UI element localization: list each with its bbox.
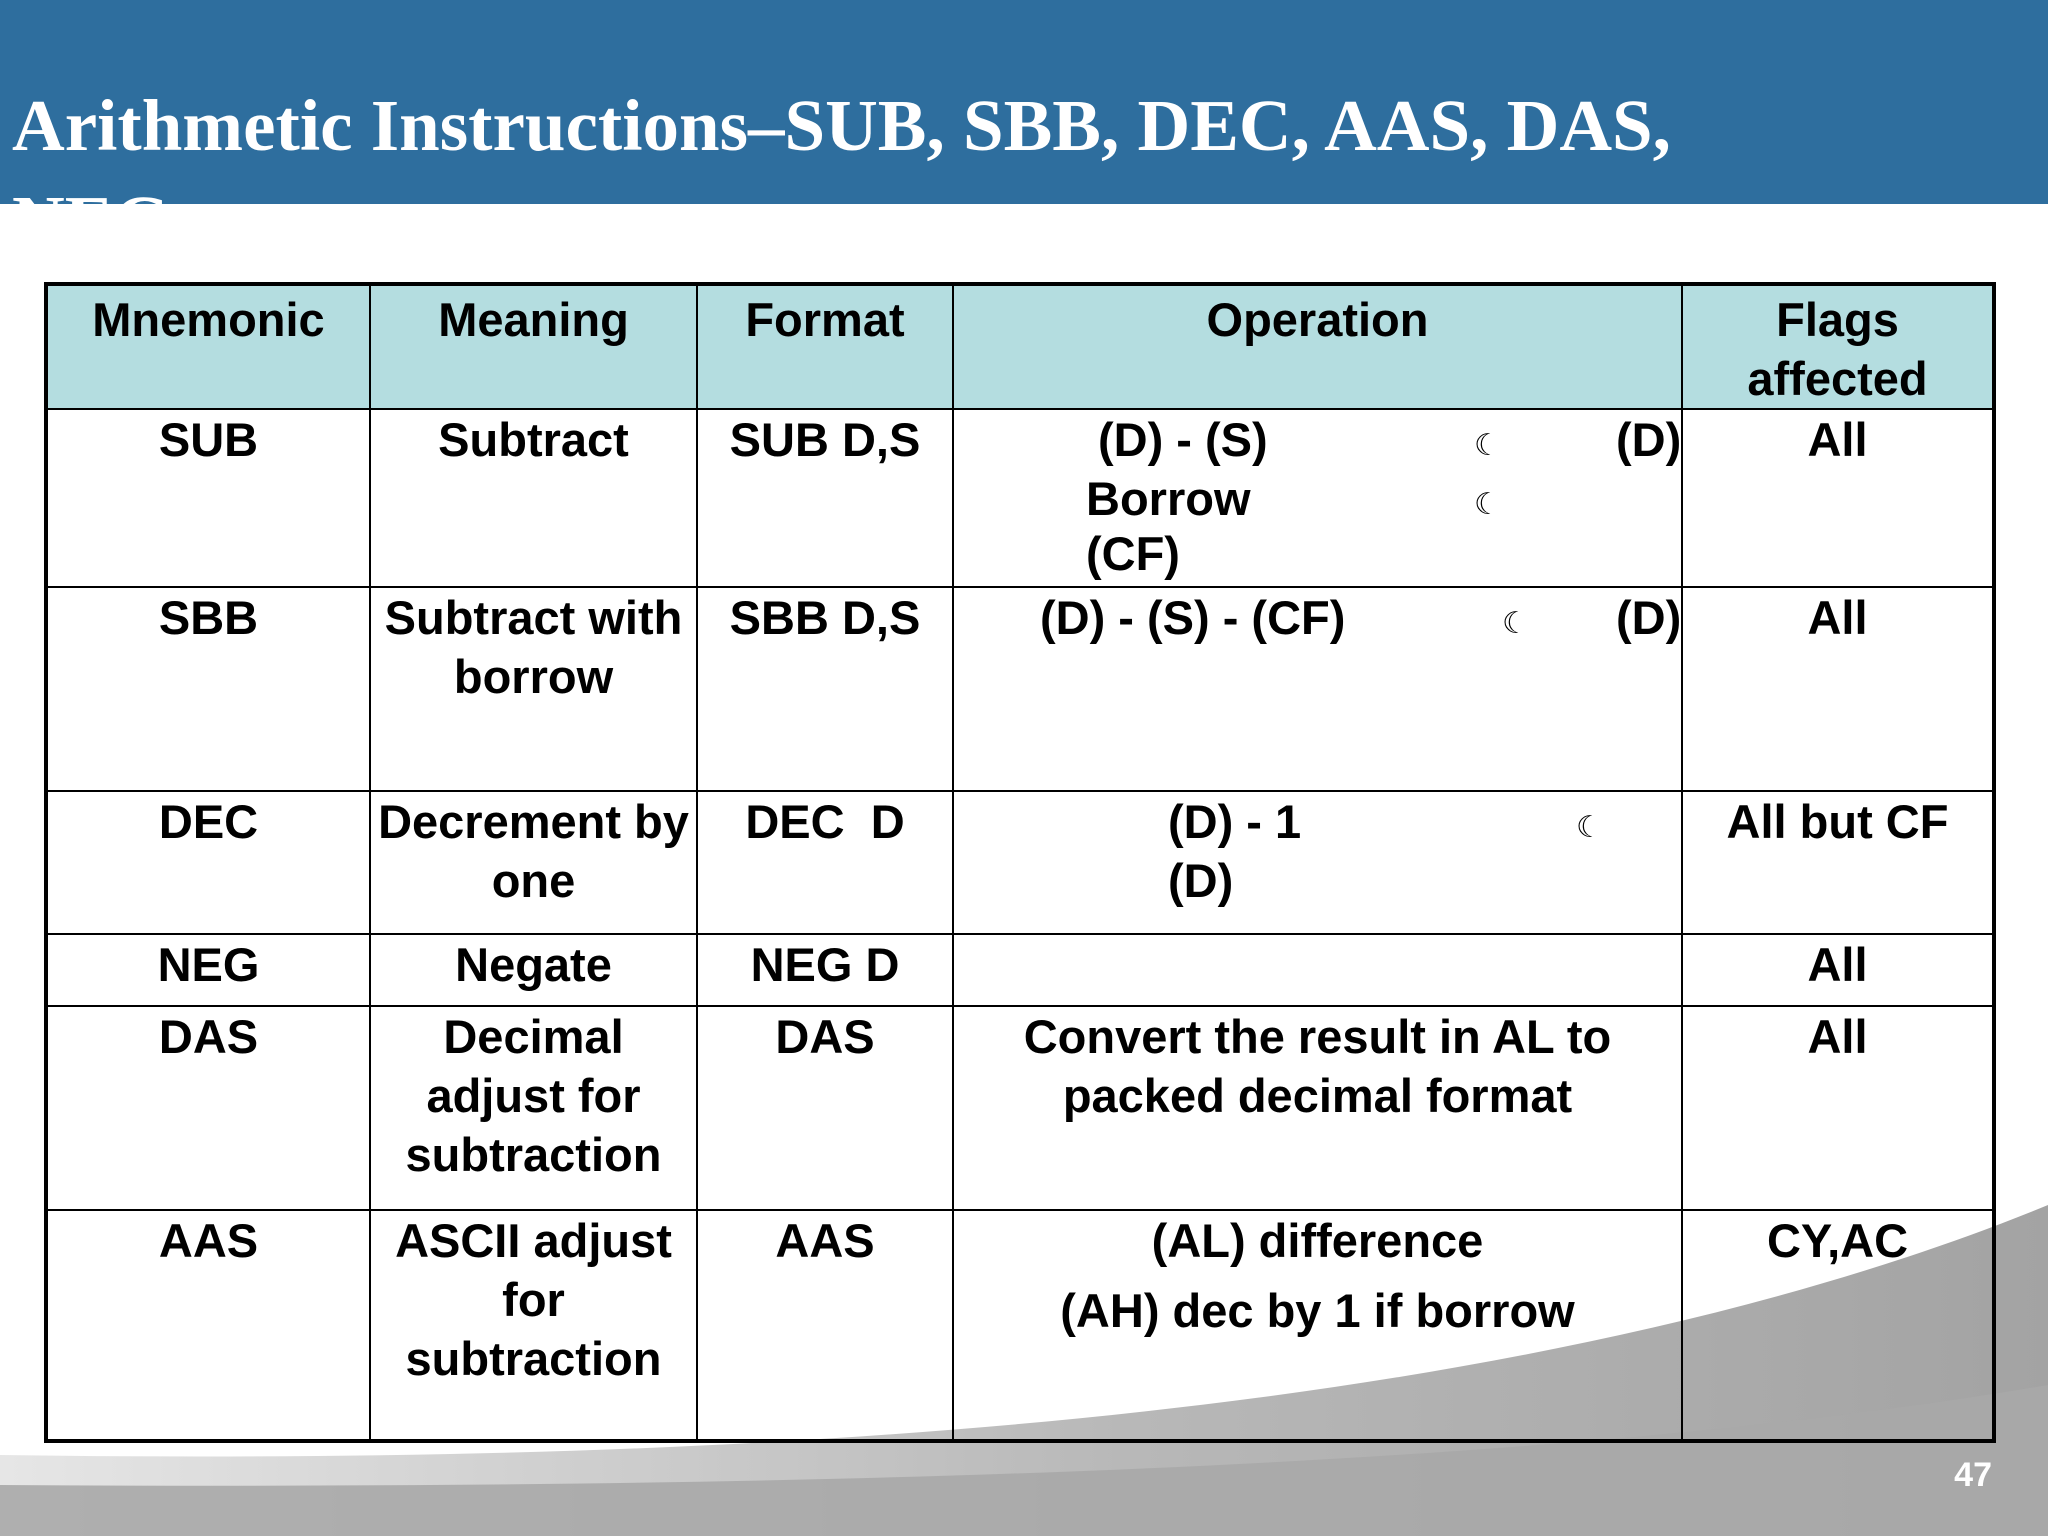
cell-mnemonic: SBB	[46, 587, 370, 791]
operation-result: (D)	[1616, 591, 1682, 644]
cell-format: DAS	[697, 1006, 953, 1210]
cell-flags: All	[1682, 1006, 1994, 1210]
table-row	[46, 934, 1994, 1006]
cell-flags: All but CF	[1682, 791, 1994, 934]
operation-expression: Borrow	[1086, 472, 1251, 525]
cell-flags: CY,AC	[1682, 1210, 1994, 1441]
page-number: 47	[1954, 1456, 1992, 1494]
header-mnemonic: Mnemonic	[46, 284, 370, 409]
slide-title: Arithmetic Instructions–SUB, SBB, DEC, AAS, DAS, NEG	[12, 85, 1671, 262]
cell-meaning: Subtract with borrow	[370, 587, 697, 791]
table-row	[46, 587, 1994, 791]
cell-mnemonic: DEC	[46, 791, 370, 934]
operation-expression: (CF)	[1086, 527, 1180, 580]
operation-expression: (D) - 1	[1168, 795, 1302, 848]
cell-mnemonic: SUB	[46, 409, 370, 587]
cell-operation	[953, 587, 1682, 791]
cell-mnemonic: DAS	[46, 1006, 370, 1210]
operation-line: (AL) difference	[1151, 1214, 1484, 1267]
header-flags: Flags affected	[1682, 284, 1994, 409]
cell-meaning: Decimal adjust for subtraction	[370, 1006, 697, 1210]
operation-expression: (D) - (S) - (CF)	[1040, 591, 1346, 644]
arrow-icon: ☾	[1502, 607, 1529, 640]
arrow-icon: ☾	[1474, 429, 1501, 462]
cell-meaning: Negate	[370, 934, 697, 1006]
cell-flags: All	[1682, 934, 1994, 1006]
operation-line: (AH) dec by 1 if borrow	[1060, 1284, 1575, 1337]
table-header-row	[46, 284, 1994, 409]
cell-flags: All	[1682, 409, 1994, 587]
cell-meaning: ASCII adjust for subtraction	[370, 1210, 697, 1441]
cell-meaning: Decrement by one	[370, 791, 697, 934]
operation-result: (D)	[1168, 854, 1234, 907]
cell-flags: All	[1682, 587, 1994, 791]
cell-meaning: Subtract	[370, 409, 697, 587]
cell-operation	[953, 409, 1682, 587]
table-row	[46, 1006, 1994, 1210]
table-row	[46, 1210, 1994, 1441]
header-format: Format	[697, 284, 953, 409]
cell-operation	[953, 791, 1682, 934]
cell-format: DEC D	[697, 791, 953, 934]
cell-operation	[953, 1210, 1682, 1441]
header-operation: Operation	[953, 284, 1682, 409]
cell-operation	[953, 934, 1682, 1006]
operation-result: (D)	[1616, 413, 1682, 466]
cell-format: SBB D,S	[697, 587, 953, 791]
cell-format: NEG D	[697, 934, 953, 1006]
table-row	[46, 791, 1994, 934]
cell-operation: Convert the result in AL to packed decimal format	[953, 1006, 1682, 1210]
arrow-icon: ☾	[1576, 811, 1603, 844]
arrow-icon: ☾	[1474, 488, 1501, 521]
instruction-table	[44, 282, 1996, 1443]
cell-mnemonic: AAS	[46, 1210, 370, 1441]
header-meaning: Meaning	[370, 284, 697, 409]
cell-format: AAS	[697, 1210, 953, 1441]
cell-format: SUB D,S	[697, 409, 953, 587]
operation-expression: (D) - (S)	[1098, 413, 1268, 466]
cell-mnemonic: NEG	[46, 934, 370, 1006]
table-row	[46, 409, 1994, 587]
